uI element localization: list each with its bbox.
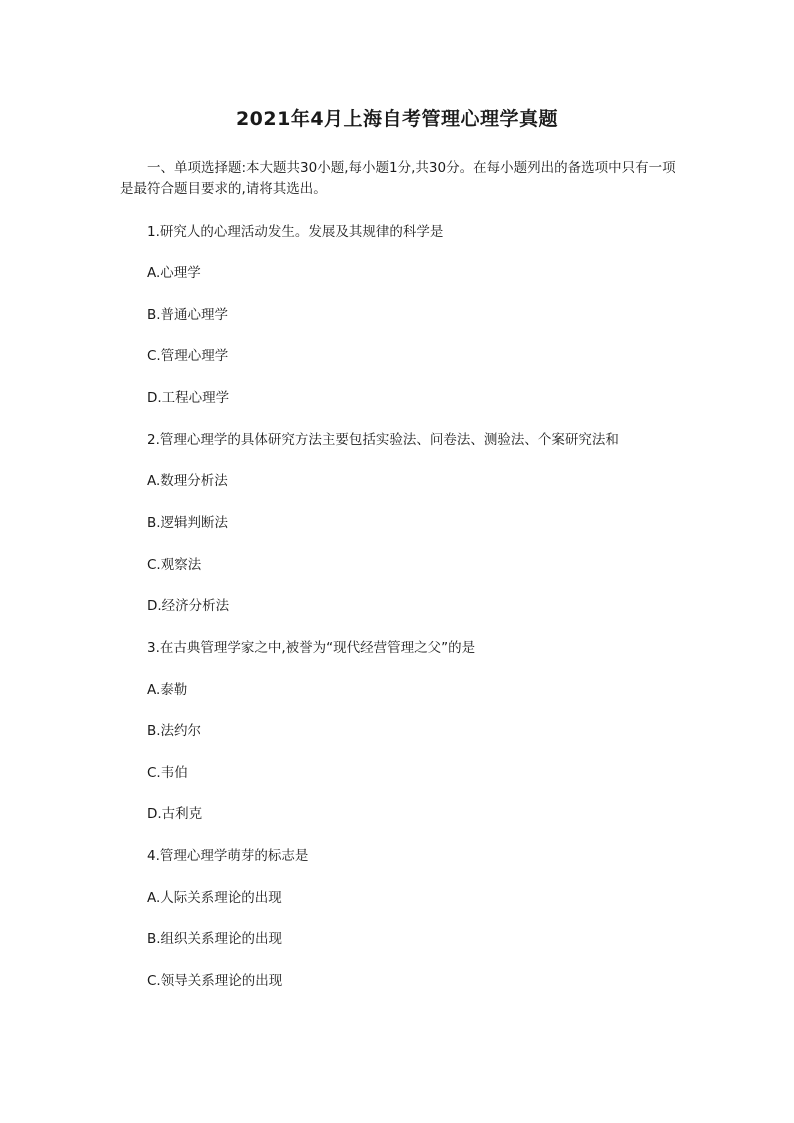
page-title: 2021年4月上海自考管理心理学真题	[235, 108, 559, 130]
question-1-option-a: A.心理学	[147, 265, 201, 281]
question-1-option-b: B.普通心理学	[147, 307, 229, 323]
question-1-option-c: C.管理心理学	[147, 348, 229, 364]
question-1: 1.研究人的心理活动发生。发展及其规律的科学是	[147, 224, 444, 240]
question-2-option-a: A.数理分析法	[147, 473, 228, 489]
question-4: 4.管理心理学萌芽的标志是	[147, 848, 309, 864]
question-3-option-c: C.韦伯	[147, 765, 188, 781]
question-3-option-b: B.法约尔	[147, 723, 202, 739]
section-intro: 一、单项选择题:本大题共30小题,每小题1分,共30分。在每小题列出的备选项中只有一项是最符合题目要求的,请将其选出。	[120, 160, 676, 197]
question-3-option-a: A.泰勒	[147, 682, 188, 698]
question-4-option-a: A.人际关系理论的出现	[147, 890, 282, 906]
question-4-option-c: C.领导关系理论的出现	[147, 973, 283, 989]
question-2: 2.管理心理学的具体研究方法主要包括实验法、问卷法、测验法、个案研究法和	[147, 432, 619, 448]
question-3-option-d: D.古利克	[147, 806, 203, 822]
question-2-option-b: B.逻辑判断法	[147, 515, 229, 531]
question-2-option-c: C.观察法	[147, 557, 202, 573]
question-3: 3.在古典管理学家之中,被誉为“现代经营管理之父”的是	[147, 640, 476, 656]
question-1-option-d: D.工程心理学	[147, 390, 230, 406]
question-2-option-d: D.经济分析法	[147, 598, 230, 614]
question-4-option-b: B.组织关系理论的出现	[147, 931, 283, 947]
